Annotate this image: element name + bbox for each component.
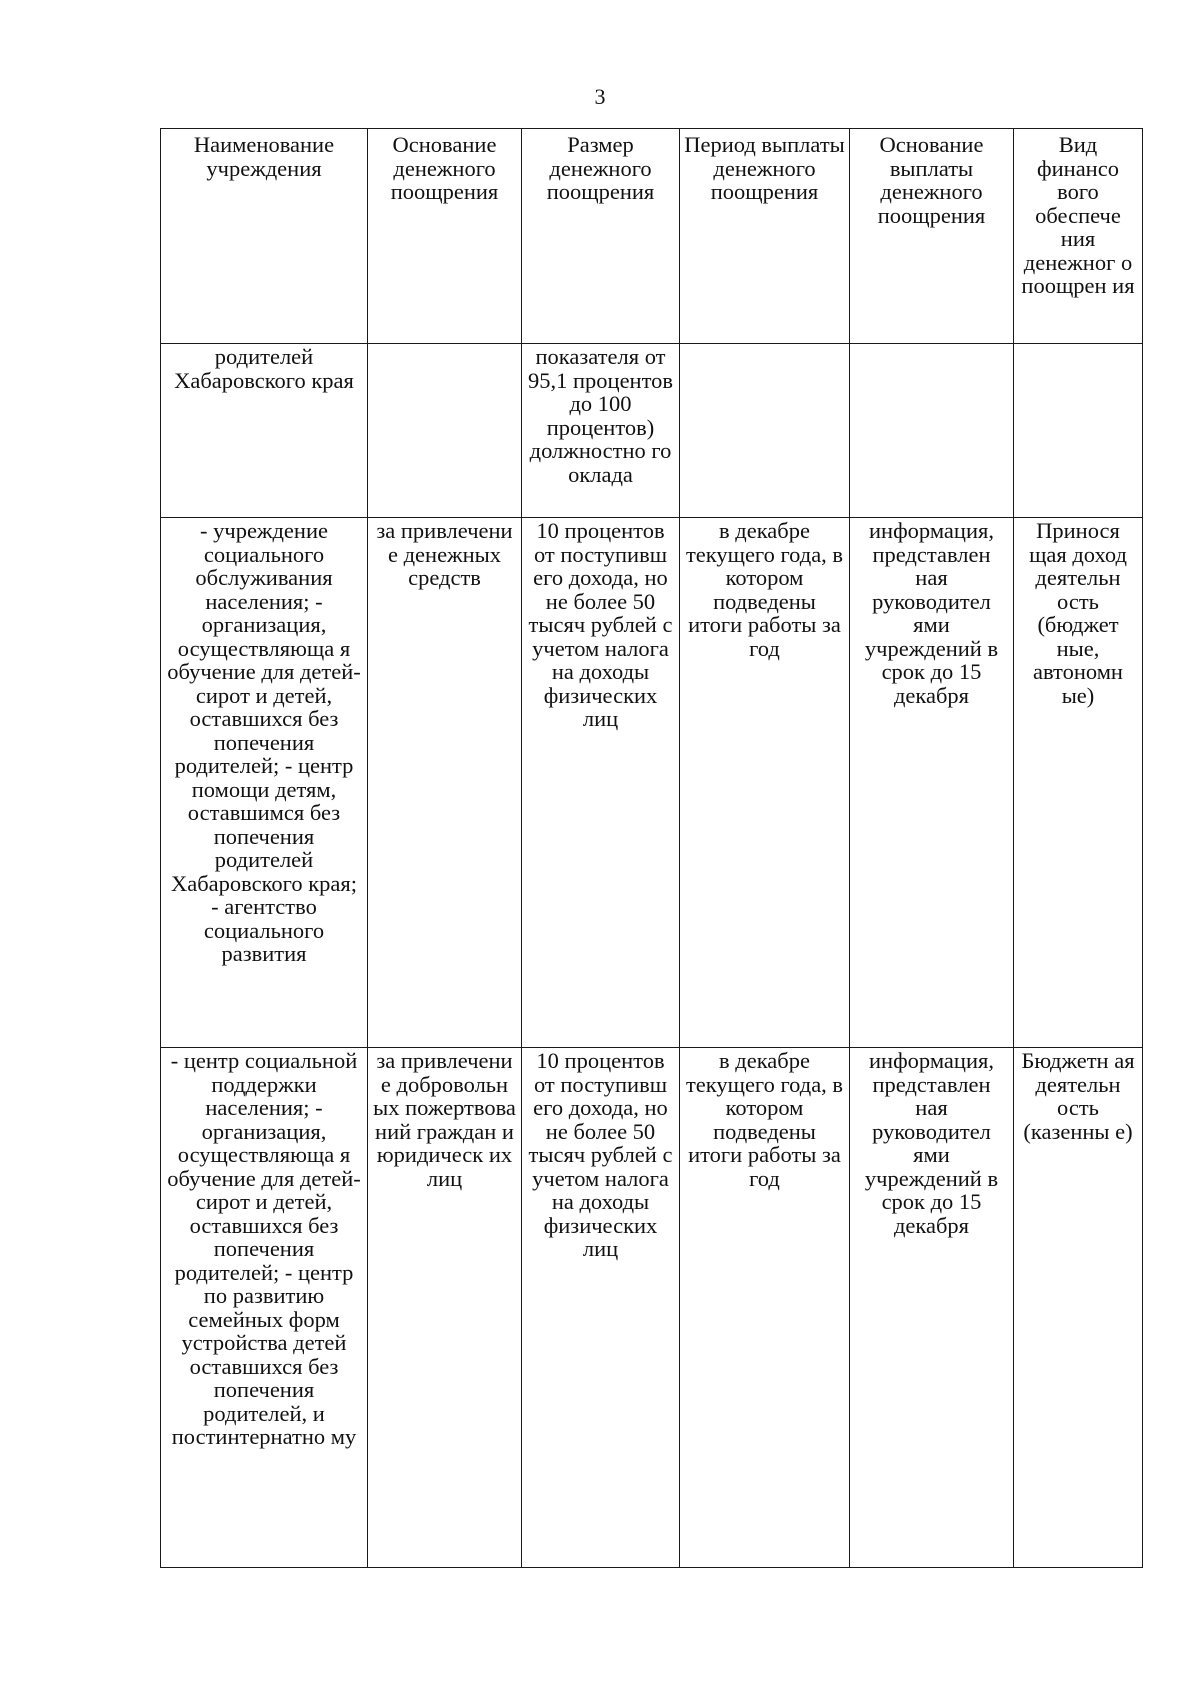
table-row bbox=[161, 518, 1143, 1048]
table-row bbox=[161, 1048, 1143, 1568]
cell-funding-type: Бюджетн ая деятельн ость (казенны е) bbox=[1014, 1048, 1143, 1568]
cell-reward-amount: показателя от 95,1 процентов до 100 процентов) должностно го оклада bbox=[522, 344, 680, 518]
header-reward-basis: Основание денежного поощрения bbox=[368, 129, 522, 344]
cell-reward-basis: за привлечени е денежных средств bbox=[368, 518, 522, 1048]
cell-payment-period: в декабре текущего года, в котором подведены итоги работы за год bbox=[680, 1048, 850, 1568]
table-header-row bbox=[161, 129, 1143, 344]
cell-payment-period bbox=[680, 344, 850, 518]
cell-institution-name: - центр социальной поддержки населения; - организация, осуществляюща я обучение для детей-сирот и детей, оставшихся без попечения родителей; - центр по развитию семейных форм устройства детей оставшихся без попечения родителей, и постинтернатно му bbox=[161, 1048, 368, 1568]
cell-reward-basis: за привлечени е добровольн ых пожертвова ний граждан и юридическ их лиц bbox=[368, 1048, 522, 1568]
cell-funding-type bbox=[1014, 344, 1143, 518]
header-reward-amount: Размер денежного поощрения bbox=[522, 129, 680, 344]
cell-reward-amount: 10 процентов от поступивш его дохода, но не более 50 тысяч рублей с учетом налога на доходы физических лиц bbox=[522, 1048, 680, 1568]
page-number: 3 bbox=[594, 84, 606, 109]
cell-payment-basis: информация, представлен ная руководител ями учреждений в срок до 15 декабря bbox=[850, 1048, 1014, 1568]
cell-reward-basis bbox=[368, 344, 522, 518]
cell-institution-name: - учреждение социального обслуживания населения; - организация, осуществляюща я обучение для детей-сирот и детей, оставшихся без попечения родителей; - центр помощи детям, оставшимся без попечения родителей Хабаровского края; - агентство социального развития bbox=[161, 518, 368, 1048]
cell-payment-basis: информация, представлен ная руководител ями учреждений в срок до 15 декабря bbox=[850, 518, 1014, 1048]
cell-payment-period: в декабре текущего года, в котором подведены итоги работы за год bbox=[680, 518, 850, 1048]
cell-funding-type: Принося щая доход деятельн ость (бюджет ные, автономн ые) bbox=[1014, 518, 1143, 1048]
header-institution-name: Наименование учреждения bbox=[161, 129, 368, 344]
cell-institution-name: родителей Хабаровского края bbox=[161, 344, 368, 518]
cell-payment-basis bbox=[850, 344, 1014, 518]
header-payment-period: Период выплаты денежного поощрения bbox=[680, 129, 850, 344]
header-payment-basis: Основание выплаты денежного поощрения bbox=[850, 129, 1014, 344]
reward-table bbox=[160, 128, 1143, 1568]
table-row bbox=[161, 344, 1143, 518]
header-funding-type: Вид финансо вого обеспече ния денежног о поощрен ия bbox=[1014, 129, 1143, 344]
cell-reward-amount: 10 процентов от поступивш его дохода, но не более 50 тысяч рублей с учетом налога на доходы физических лиц bbox=[522, 518, 680, 1048]
